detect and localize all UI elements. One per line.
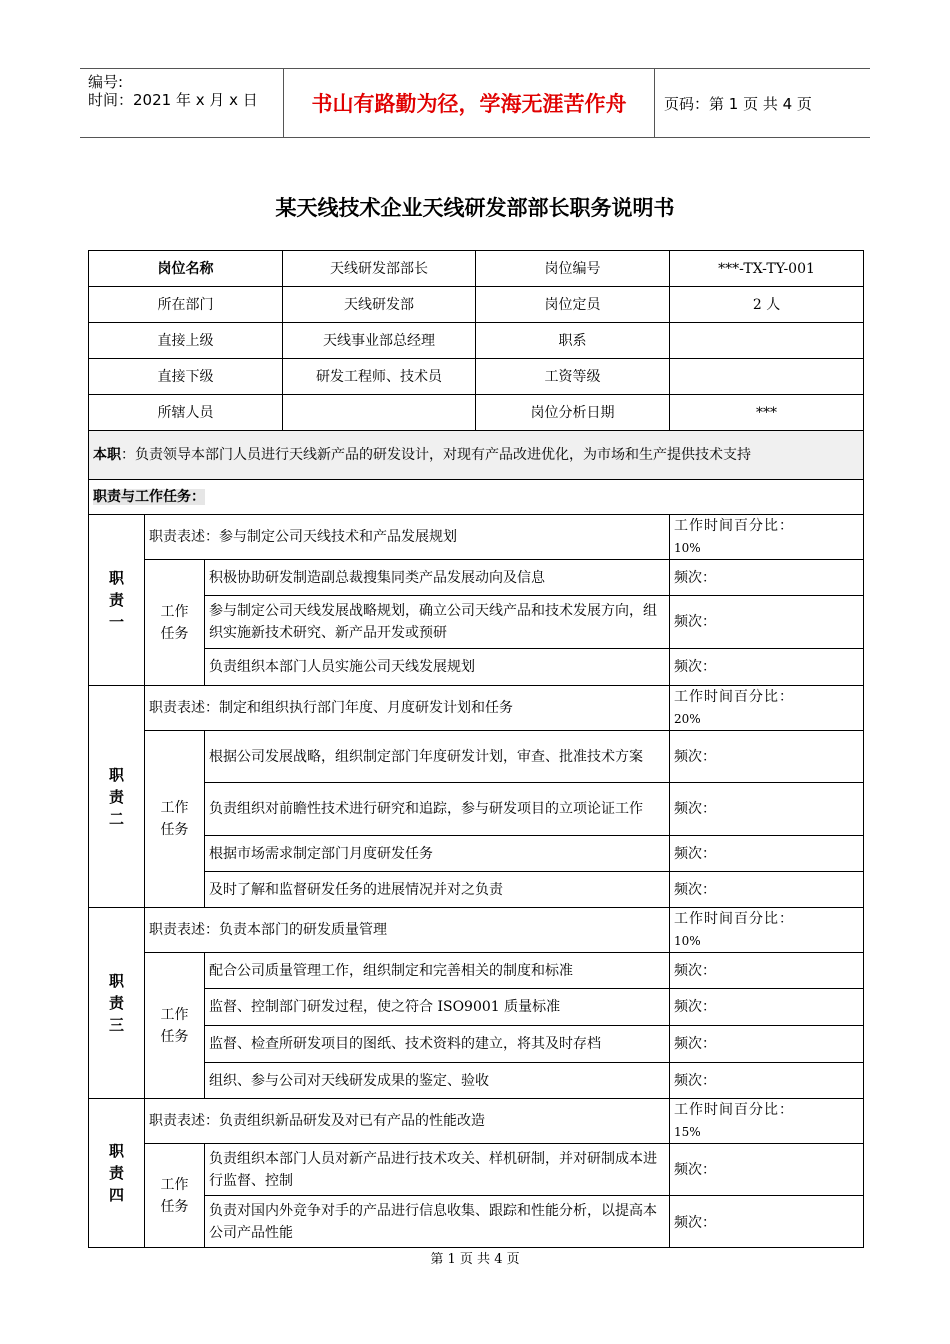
task-text: 根据市场需求制定部门月度研发任务 <box>205 836 670 872</box>
info-value <box>283 395 476 431</box>
duty-name <box>89 1099 145 1248</box>
info-row <box>89 395 864 431</box>
job-description-table <box>88 250 864 1248</box>
duty-desc-row <box>89 1099 864 1144</box>
info-row <box>89 359 864 395</box>
task-text: 参与制定公司天线发展战略规划，确立公司天线产品和技术发展方向，组织实施新技术研究、新产品开发或预研 <box>205 596 670 649</box>
info-value: 天线事业部总经理 <box>283 323 476 359</box>
task-frequency: 频次： <box>670 1144 864 1196</box>
info-label: 岗位定员 <box>476 287 670 323</box>
task-frequency: 频次： <box>670 1026 864 1063</box>
task-text: 监督、检查所研发项目的图纸、技术资料的建立，将其及时存档 <box>205 1026 670 1063</box>
task-frequency: 频次： <box>670 1063 864 1099</box>
info-label: 所辖人员 <box>89 395 283 431</box>
info-label: 所在部门 <box>89 287 283 323</box>
task-row <box>89 953 864 989</box>
task-frequency: 频次： <box>670 989 864 1026</box>
pct-value: 20% <box>674 712 701 726</box>
info-row <box>89 323 864 359</box>
task-row <box>89 1196 864 1248</box>
pct-label: 工作时间百分比： <box>674 689 795 705</box>
duty-name-text: 职责二 <box>108 765 124 828</box>
task-row <box>89 989 864 1026</box>
info-value: 天线研发部 <box>283 287 476 323</box>
task-frequency: 频次： <box>670 596 864 649</box>
pct-label: 工作时间百分比： <box>674 518 795 534</box>
info-value: ***-TX-TY-001 <box>670 251 864 287</box>
duty-description: 职责表述：参与制定公司天线技术和产品发展规划 <box>145 515 670 560</box>
header-page-info: 页码：第 1 页 共 4 页 <box>664 94 812 113</box>
task-row <box>89 596 864 649</box>
task-label-text: 工作任务 <box>160 603 189 642</box>
task-text: 积极协助研发制造副总裁搜集同类产品发展动向及信息 <box>205 560 670 596</box>
task-text: 组织、参与公司对天线研发成果的鉴定、验收 <box>205 1063 670 1099</box>
task-label <box>145 1144 205 1248</box>
pct-label: 工作时间百分比： <box>674 1102 795 1118</box>
info-value: 研发工程师、技术员 <box>283 359 476 395</box>
info-label: 岗位名称 <box>89 251 283 287</box>
pct-value: 10% <box>674 541 701 555</box>
duty-desc-row <box>89 515 864 560</box>
summary-row <box>89 431 864 480</box>
task-row <box>89 1144 864 1196</box>
task-row <box>89 560 864 596</box>
task-label <box>145 953 205 1099</box>
summary-label: 本职 <box>93 447 121 463</box>
duty-desc-row <box>89 686 864 731</box>
task-row <box>89 783 864 836</box>
info-label: 岗位分析日期 <box>476 395 670 431</box>
info-label: 直接上级 <box>89 323 283 359</box>
duty-time-percentage <box>670 908 864 953</box>
info-row <box>89 251 864 287</box>
task-row <box>89 1063 864 1099</box>
task-row <box>89 872 864 908</box>
header-meta <box>80 69 284 137</box>
task-frequency: 频次： <box>670 836 864 872</box>
task-row <box>89 731 864 783</box>
info-value <box>670 359 864 395</box>
duties-heading <box>89 480 864 515</box>
task-row <box>89 649 864 686</box>
task-text: 负责组织本部门人员对新产品进行技术攻关、样机研制，并对研制成本进行监督、控制 <box>205 1144 670 1196</box>
task-text: 负责组织本部门人员实施公司天线发展规划 <box>205 649 670 686</box>
info-label: 岗位编号 <box>476 251 670 287</box>
task-row <box>89 1026 864 1063</box>
pct-label: 工作时间百分比： <box>674 911 795 927</box>
number-label: 编号: <box>88 73 124 91</box>
info-label: 工资等级 <box>476 359 670 395</box>
task-frequency: 频次： <box>670 560 864 596</box>
task-frequency: 频次： <box>670 649 864 686</box>
pct-value: 10% <box>674 934 701 948</box>
duty-desc-row <box>89 908 864 953</box>
duty-description: 职责表述：制定和组织执行部门年度、月度研发计划和任务 <box>145 686 670 731</box>
info-label: 职系 <box>476 323 670 359</box>
pct-value: 15% <box>674 1125 701 1139</box>
duty-name <box>89 515 145 686</box>
task-text: 负责组织对前瞻性技术进行研究和追踪，参与研发项目的立项论证工作 <box>205 783 670 836</box>
duty-name-text: 职责一 <box>108 569 124 631</box>
task-label <box>145 560 205 686</box>
duty-time-percentage <box>670 686 864 731</box>
summary-text: ：负责领导本部门人员进行天线新产品的研发设计，对现有产品改进优化，为市场和生产提供技术支持 <box>121 447 751 463</box>
task-label <box>145 731 205 908</box>
task-frequency: 频次： <box>670 731 864 783</box>
task-frequency: 频次： <box>670 953 864 989</box>
duty-description: 职责表述：负责本部门的研发质量管理 <box>145 908 670 953</box>
duty-time-percentage <box>670 1099 864 1144</box>
task-row <box>89 836 864 872</box>
info-row <box>89 287 864 323</box>
info-label: 直接下级 <box>89 359 283 395</box>
duty-name <box>89 908 145 1099</box>
info-value <box>670 323 864 359</box>
task-label-text: 工作任务 <box>160 800 189 838</box>
duty-name-text: 职责四 <box>108 1142 124 1204</box>
task-text: 根据公司发展战略，组织制定部门年度研发计划，审查、批准技术方案 <box>205 731 670 783</box>
time-label: 时间：2021 年 x 月 x 日 <box>88 91 258 109</box>
duty-description: 职责表述：负责组织新品研发及对已有产品的性能改造 <box>145 1099 670 1144</box>
task-text: 及时了解和监督研发任务的进展情况并对之负责 <box>205 872 670 908</box>
task-frequency: 频次： <box>670 1196 864 1248</box>
info-value: *** <box>670 395 864 431</box>
duty-name <box>89 686 145 908</box>
info-value: 2 人 <box>670 287 864 323</box>
page-footer: 第 1 页 共 4 页 <box>430 1252 520 1267</box>
duty-time-percentage <box>670 515 864 560</box>
task-text: 配合公司质量管理工作，组织制定和完善相关的制度和标准 <box>205 953 670 989</box>
task-text: 负责对国内外竞争对手的产品进行信息收集、跟踪和性能分析，以提高本公司产品性能 <box>205 1196 670 1248</box>
task-label-text: 工作任务 <box>160 1176 189 1215</box>
duties-heading-text: 职责与工作任务： <box>93 489 205 505</box>
task-frequency: 频次： <box>670 872 864 908</box>
task-label-text: 工作任务 <box>160 1006 189 1045</box>
duties-heading-row <box>89 480 864 515</box>
task-text: 监督、控制部门研发过程，使之符合 ISO9001 质量标准 <box>205 989 670 1026</box>
info-value: 天线研发部部长 <box>283 251 476 287</box>
header-motto: 书山有路勤为径，学海无涯苦作舟 <box>284 69 655 137</box>
page-header <box>80 68 870 138</box>
document-title: 某天线技术企业天线研发部部长职务说明书 <box>275 196 675 220</box>
duty-name-text: 职责三 <box>108 972 124 1034</box>
task-frequency: 频次： <box>670 783 864 836</box>
summary-cell <box>89 431 864 480</box>
